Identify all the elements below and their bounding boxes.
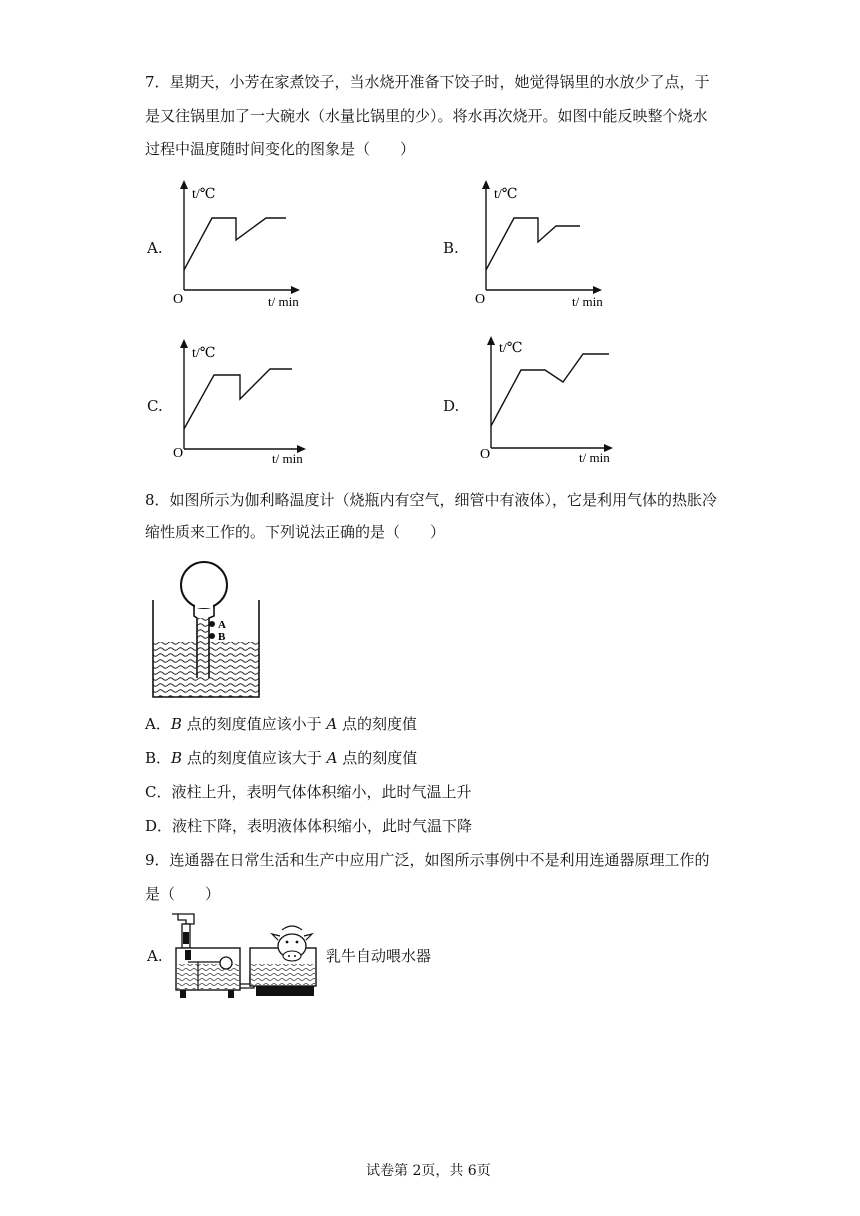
q7-graph-b-x-label: t/ min xyxy=(572,294,603,309)
q8-option-b-var2: A xyxy=(326,749,338,767)
q8-option-c xyxy=(145,782,472,802)
q7-option-c-letter: C. xyxy=(147,397,163,415)
q8-option-b xyxy=(145,748,417,768)
q8-option-a-mid: 点的刻度值应该小于 xyxy=(181,715,327,733)
q7-option-b-letter: B. xyxy=(443,239,459,257)
q7-graph-c-x-label: t/ min xyxy=(272,451,303,466)
q8-option-c-text: 液柱上升，表明气体体积缩小，此时气温上升 xyxy=(171,783,472,801)
q8-option-b-mid: 点的刻度值应该大于 xyxy=(182,749,327,767)
q7-option-a-letter: A. xyxy=(147,239,163,257)
q9-line-1: 9．连通器在日常生活和生产中应用广泛，如图所示事例中不是利用连通器原理工作的 xyxy=(145,851,710,869)
q7-graph-d-x-label: t/ min xyxy=(579,450,610,465)
q7-graph-b-y-label: t/℃ xyxy=(494,187,518,202)
q7-graph-d xyxy=(477,334,627,466)
q7-line-1: 7．星期天，小芳在家煮饺子，当水烧开准备下饺子时，她觉得锅里的水放少了点，于 xyxy=(145,73,710,91)
q7-line-2: 是又往锅里加了一大碗水（水量比锅里的少）。将水再次烧开。如图中能反映整个烧水 xyxy=(145,107,708,125)
q8-option-b-letter: B． xyxy=(145,749,172,767)
q8-option-a xyxy=(145,714,417,734)
q7-option-d-letter: D. xyxy=(443,397,460,415)
q8-option-a-var1: B xyxy=(170,715,182,733)
q8-option-a-post: 点的刻度值 xyxy=(337,715,418,733)
q7-graph-c xyxy=(170,337,320,467)
q7-line-3: 过程中温度随时间变化的图象是（ ） xyxy=(145,140,416,158)
q8-option-b-var1: B xyxy=(171,749,183,767)
q7-graph-d-y-label: t/℃ xyxy=(499,341,523,356)
q8-option-a-var2: A xyxy=(326,715,338,733)
q8-option-d-text: 液柱下降，表明液体体积缩小，此时气温下降 xyxy=(172,817,473,835)
q8-option-a-letter: A． xyxy=(145,715,171,733)
q9-option-a-letter: A. xyxy=(147,947,163,965)
q8-option-c-letter: C． xyxy=(145,783,172,801)
q7-graph-b xyxy=(472,178,612,308)
q7-graph-d-origin: O xyxy=(480,447,491,462)
q8-option-d xyxy=(145,816,472,836)
q7-graph-a-origin: O xyxy=(173,292,184,307)
q7-graph-a-y-label: t/℃ xyxy=(192,187,216,202)
q8-thermometer-figure xyxy=(148,556,266,702)
q9-cow-waterer-figure xyxy=(168,912,320,1000)
q9-line-2: 是（ ） xyxy=(145,885,221,903)
q8-point-b-label: B xyxy=(218,631,226,643)
q8-option-d-letter: D． xyxy=(145,817,173,835)
q8-point-a-label: A xyxy=(218,619,226,631)
q7-graph-b-origin: O xyxy=(475,292,486,307)
q8-line-2: 缩性质来工作的。下列说法正确的是（ ） xyxy=(145,523,446,541)
q7-graph-c-origin: O xyxy=(173,446,184,461)
q9-option-a-caption: 乳牛自动喂水器 xyxy=(326,947,432,965)
q7-graph-a-x-label: t/ min xyxy=(268,294,299,309)
q7-graph-c-y-label: t/℃ xyxy=(192,346,216,361)
q7-graph-a xyxy=(170,178,310,308)
q8-option-b-post: 点的刻度值 xyxy=(337,749,418,767)
page-footer: 试卷第 2页，共 6页 xyxy=(366,1163,491,1179)
q8-line-1: 8．如图所示为伽利略温度计（烧瓶内有空气，细管中有液体），它是利用气体的热胀冷 xyxy=(145,491,718,509)
